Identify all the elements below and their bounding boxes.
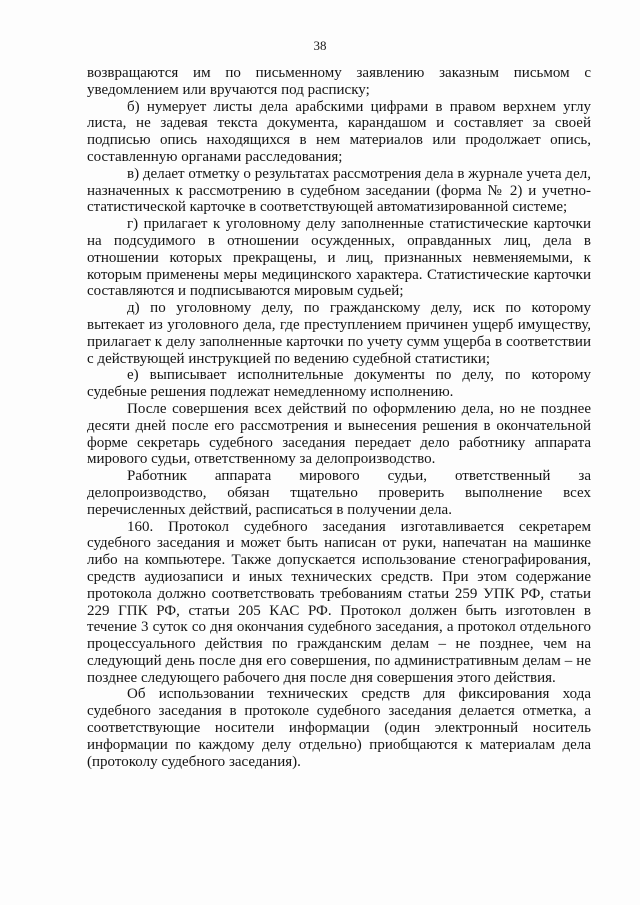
paragraph-clerk-duty: Работник аппарата мирового судьи, ответственный за делопроизводство, обязан тщательно проверить выполнение всех перечисленных действий, расписаться в получении дела. bbox=[87, 468, 591, 518]
paragraph-continuation: возвращаются им по письменному заявлению заказным письмом с уведомлением или вручаются под расписку; bbox=[87, 65, 591, 98]
paragraph-item-d: д) по уголовному делу, по гражданскому делу, иск по которому вытекает из уголовного дела, где преступлением причинен ущерб имуществу, прилагает к делу заполненные карточки по учету сумм ущерба в соответствии с действующей инструкцией по ведению судебной статистики; bbox=[87, 300, 591, 367]
paragraph-item-g: г) прилагает к уголовному делу заполненные статистические карточки на подсудимого в отношении осужденных, оправданных лиц, дела в отношении которых прекращены, и лиц, признанных невменяемыми, к которым применены меры медицинского характера. Статистические карточки составляются и подписываются мировым судьей; bbox=[87, 216, 591, 300]
paragraph-item-e: е) выписывает исполнительные документы по делу, по которому судебные решения подлежат немедленному исполнению. bbox=[87, 367, 591, 401]
page-number: 38 bbox=[313, 38, 327, 53]
paragraph-item-b: б) нумерует листы дела арабскими цифрами в правом верхнем углу листа, не задевая текста документа, карандашом и составляет за своей подписью опись находящихся в нем материалов или продолжает опись, составленную органами расследования; bbox=[87, 98, 591, 165]
paragraph-technical-means: Об использовании технических средств для фиксирования хода судебного заседания в протоколе судебного заседания делается отметка, а соответствующие носители информации (один электронный носитель информации по каждому делу отдельно) приобщаются к материалам дела (протоколу судебного заседания). bbox=[87, 686, 591, 770]
paragraph-item-v: в) делает отметку о результатах рассмотрения дела в журнале учета дел, назначенных к рассмотрению в судебном заседании (форма № 2) и учетно-статистической карточке в соответствующей автоматизированной системе; bbox=[87, 165, 591, 216]
paragraph-160: 160. Протокол судебного заседания изготавливается секретарем судебного заседания и может быть написан от руки, напечатан на машинке либо на компьютере. Также допускается использование стенографирования, средств аудиозаписи и иных технических средств. При этом содержание протокола должно соответствовать требованиям статьи 259 УПК РФ, статьи 229 ГПК РФ, статьи 205 КАС РФ. Протокол должен быть изготовлен в течение 3 суток со дня окончания судебного заседания, а протокол отдельного процессуального действия по гражданским делам – не позднее, чем на следующий день после дня его совершения, по административным делам – не позднее следующего рабочего дня после дня совершения этого действия. bbox=[87, 518, 591, 686]
document-body bbox=[87, 65, 591, 770]
paragraph-transfer: После совершения всех действий по оформлению дела, но не позднее десяти дней после его рассмотрения и вынесения решения в окончательной форме секретарь судебного заседания передает дело работнику аппарата мирового судьи, ответственному за делопроизводство. bbox=[87, 400, 591, 468]
